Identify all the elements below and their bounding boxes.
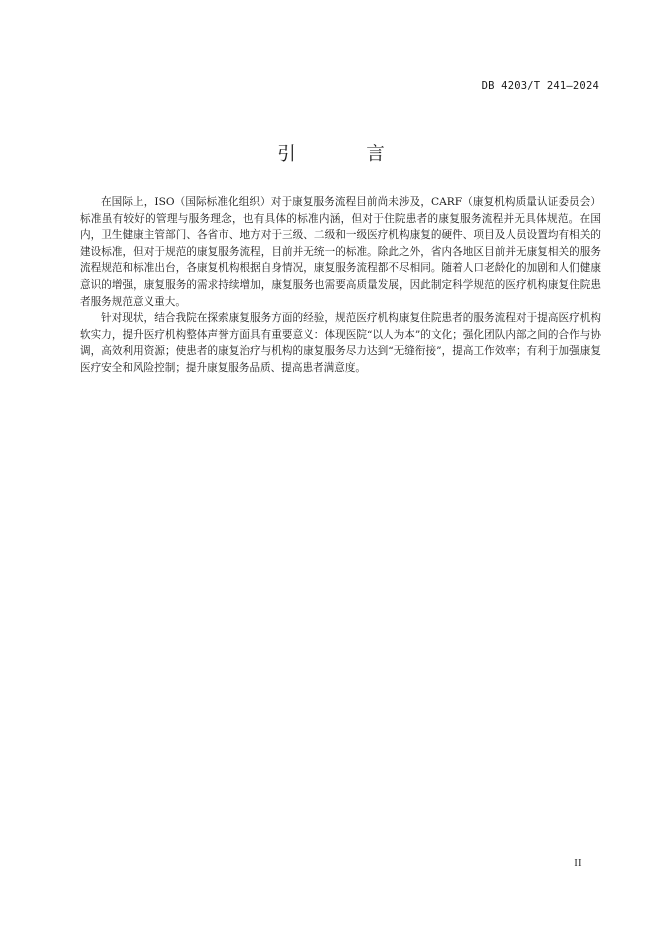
paragraph-significance: 针对现状，结合我院在探索康复服务方面的经验，规范医疗机构康复住院患者的服务流程对于提高医疗机构软实力，提升医疗机构整体声誉方面具有重要意义：体现医院“以人为本”的文化；强化团队内部之间的合作与协调，高效利用资源；使患者的康复治疗与机构的康复服务尽力达到“无缝衔接”，提高工作效率；有利于加强康复医疗安全和风险控制；提升康复服务品质、提高患者满意度。 bbox=[80, 312, 601, 374]
standard-code: DB 4203/T 241—2024 bbox=[481, 80, 599, 92]
page-number: II bbox=[574, 858, 582, 869]
paragraph-international-domestic: 在国际上，ISO（国际标准化组织）对于康复服务流程目前尚未涉及，CARF（康复机构质量认证委员会）标准虽有较好的管理与服务理念，也有具体的标准内涵，但对于住院患者的康复服务流程并无具体规范。在国内，卫生健康主管部门、各省市、地方对于三级、二级和一级医疗机构康复的硬件、项目及人员设置均有相关的建设标准，但对于规范的康复服务流程，目前并无统一的标准。除此之外，省内各地区目前并无康复相关的服务流程规范和标准出台，各康复机构根据自身情况，康复服务流程都不尽相同。随着人口老龄化的加剧和人们健康意识的增强，康复服务的需求持续增加，康复服务也需要高质量发展，因此制定科学规范的医疗机构康复住院患者服务规范意义重大。 bbox=[80, 196, 601, 308]
introduction-body bbox=[80, 194, 601, 377]
page-title: 引 言 bbox=[277, 144, 411, 165]
